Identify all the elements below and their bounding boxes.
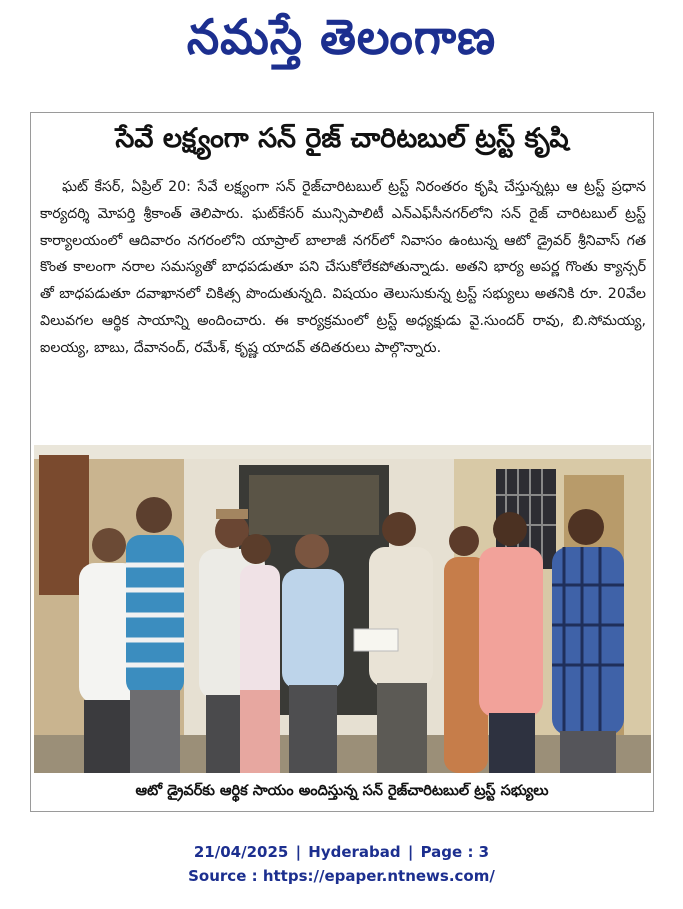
footer-separator: | — [295, 843, 302, 861]
article-paragraph: ఘట్ కేసర్, ఏప్రిల్ 20: సేవే లక్ష్యంగా సన్ రైజ్‌చారిటబుల్ ట్రస్ట్ నిరంతరం కృషి చేస్తున్నట్లు ఆ ట్రస్ట్ ప్రధాన కార్యదర్శి మోపర్తి శ్రీకాంత్ తెలిపారు. ఘట్‌కేసర్ మున్సిపాలిటీ ఎన్ఎఫ్‌సీనగర్‌లోని సన్ రైజ్ చారిటబుల్ ట్రస్ట్ కార్యాలయంలో ఆదివారం నగరంలోని యాప్రాల్ బాలాజీ నగర్‌లో నివాసం ఉంటున్న ఆటో డ్రైవర్ శ్రీనివాస్ గత కొంత కాలంగా నరాల సమస్యతో బాధపడుతూ పని చేసుకోలేకపోతున్నాడు. అతని భార్య అపర్ణ గొంతు క్యాన్సర్ తో బాధపడుతూ దవాఖానలో చికిత్స పొందుతున్నది. విషయం తెలుసుకున్న ట్రస్ట్ సభ్యులు అతనికి రూ. 20వేల విలువగల ఆర్థిక సాయాన్ని అందించారు. ఈ కార్యక్రమంలో ట్రస్ట్ అధ్యక్షుడు వై.సుందర్ రావు, బి.సోమయ్య, ఐలయ్య, బాబు, దేవానంద్, రమేశ్, కృష్ణ యాదవ్ తదితరులు పాల్గొన్నారు. — [40, 179, 646, 356]
photo-illustration — [34, 445, 651, 773]
article-body — [40, 174, 646, 362]
page-footer — [0, 840, 683, 888]
footer-page: Page : 3 — [420, 843, 490, 861]
footer-city: Hyderabad — [308, 843, 401, 861]
masthead-title: నమస్తే తెలంగాణ — [186, 8, 497, 66]
footer-meta — [0, 840, 683, 864]
footer-source[interactable]: Source : https://epaper.ntnews.com/ — [188, 867, 495, 885]
photo-caption: ఆటో డ్రైవర్‌కు ఆర్థిక సాయం అందిస్తున్న సన్ రైజ్‌చారిటబుల్ ట్రస్ట్ సభ్యులు — [135, 783, 549, 799]
article-headline: సేవే లక్ష్యంగా సన్ రైజ్ చారిటబుల్ ట్రస్ట్ కృషి — [115, 123, 569, 154]
footer-separator: | — [407, 843, 414, 861]
footer-date: 21/04/2025 — [193, 843, 289, 861]
masthead — [0, 4, 683, 82]
article-photo — [34, 445, 651, 773]
